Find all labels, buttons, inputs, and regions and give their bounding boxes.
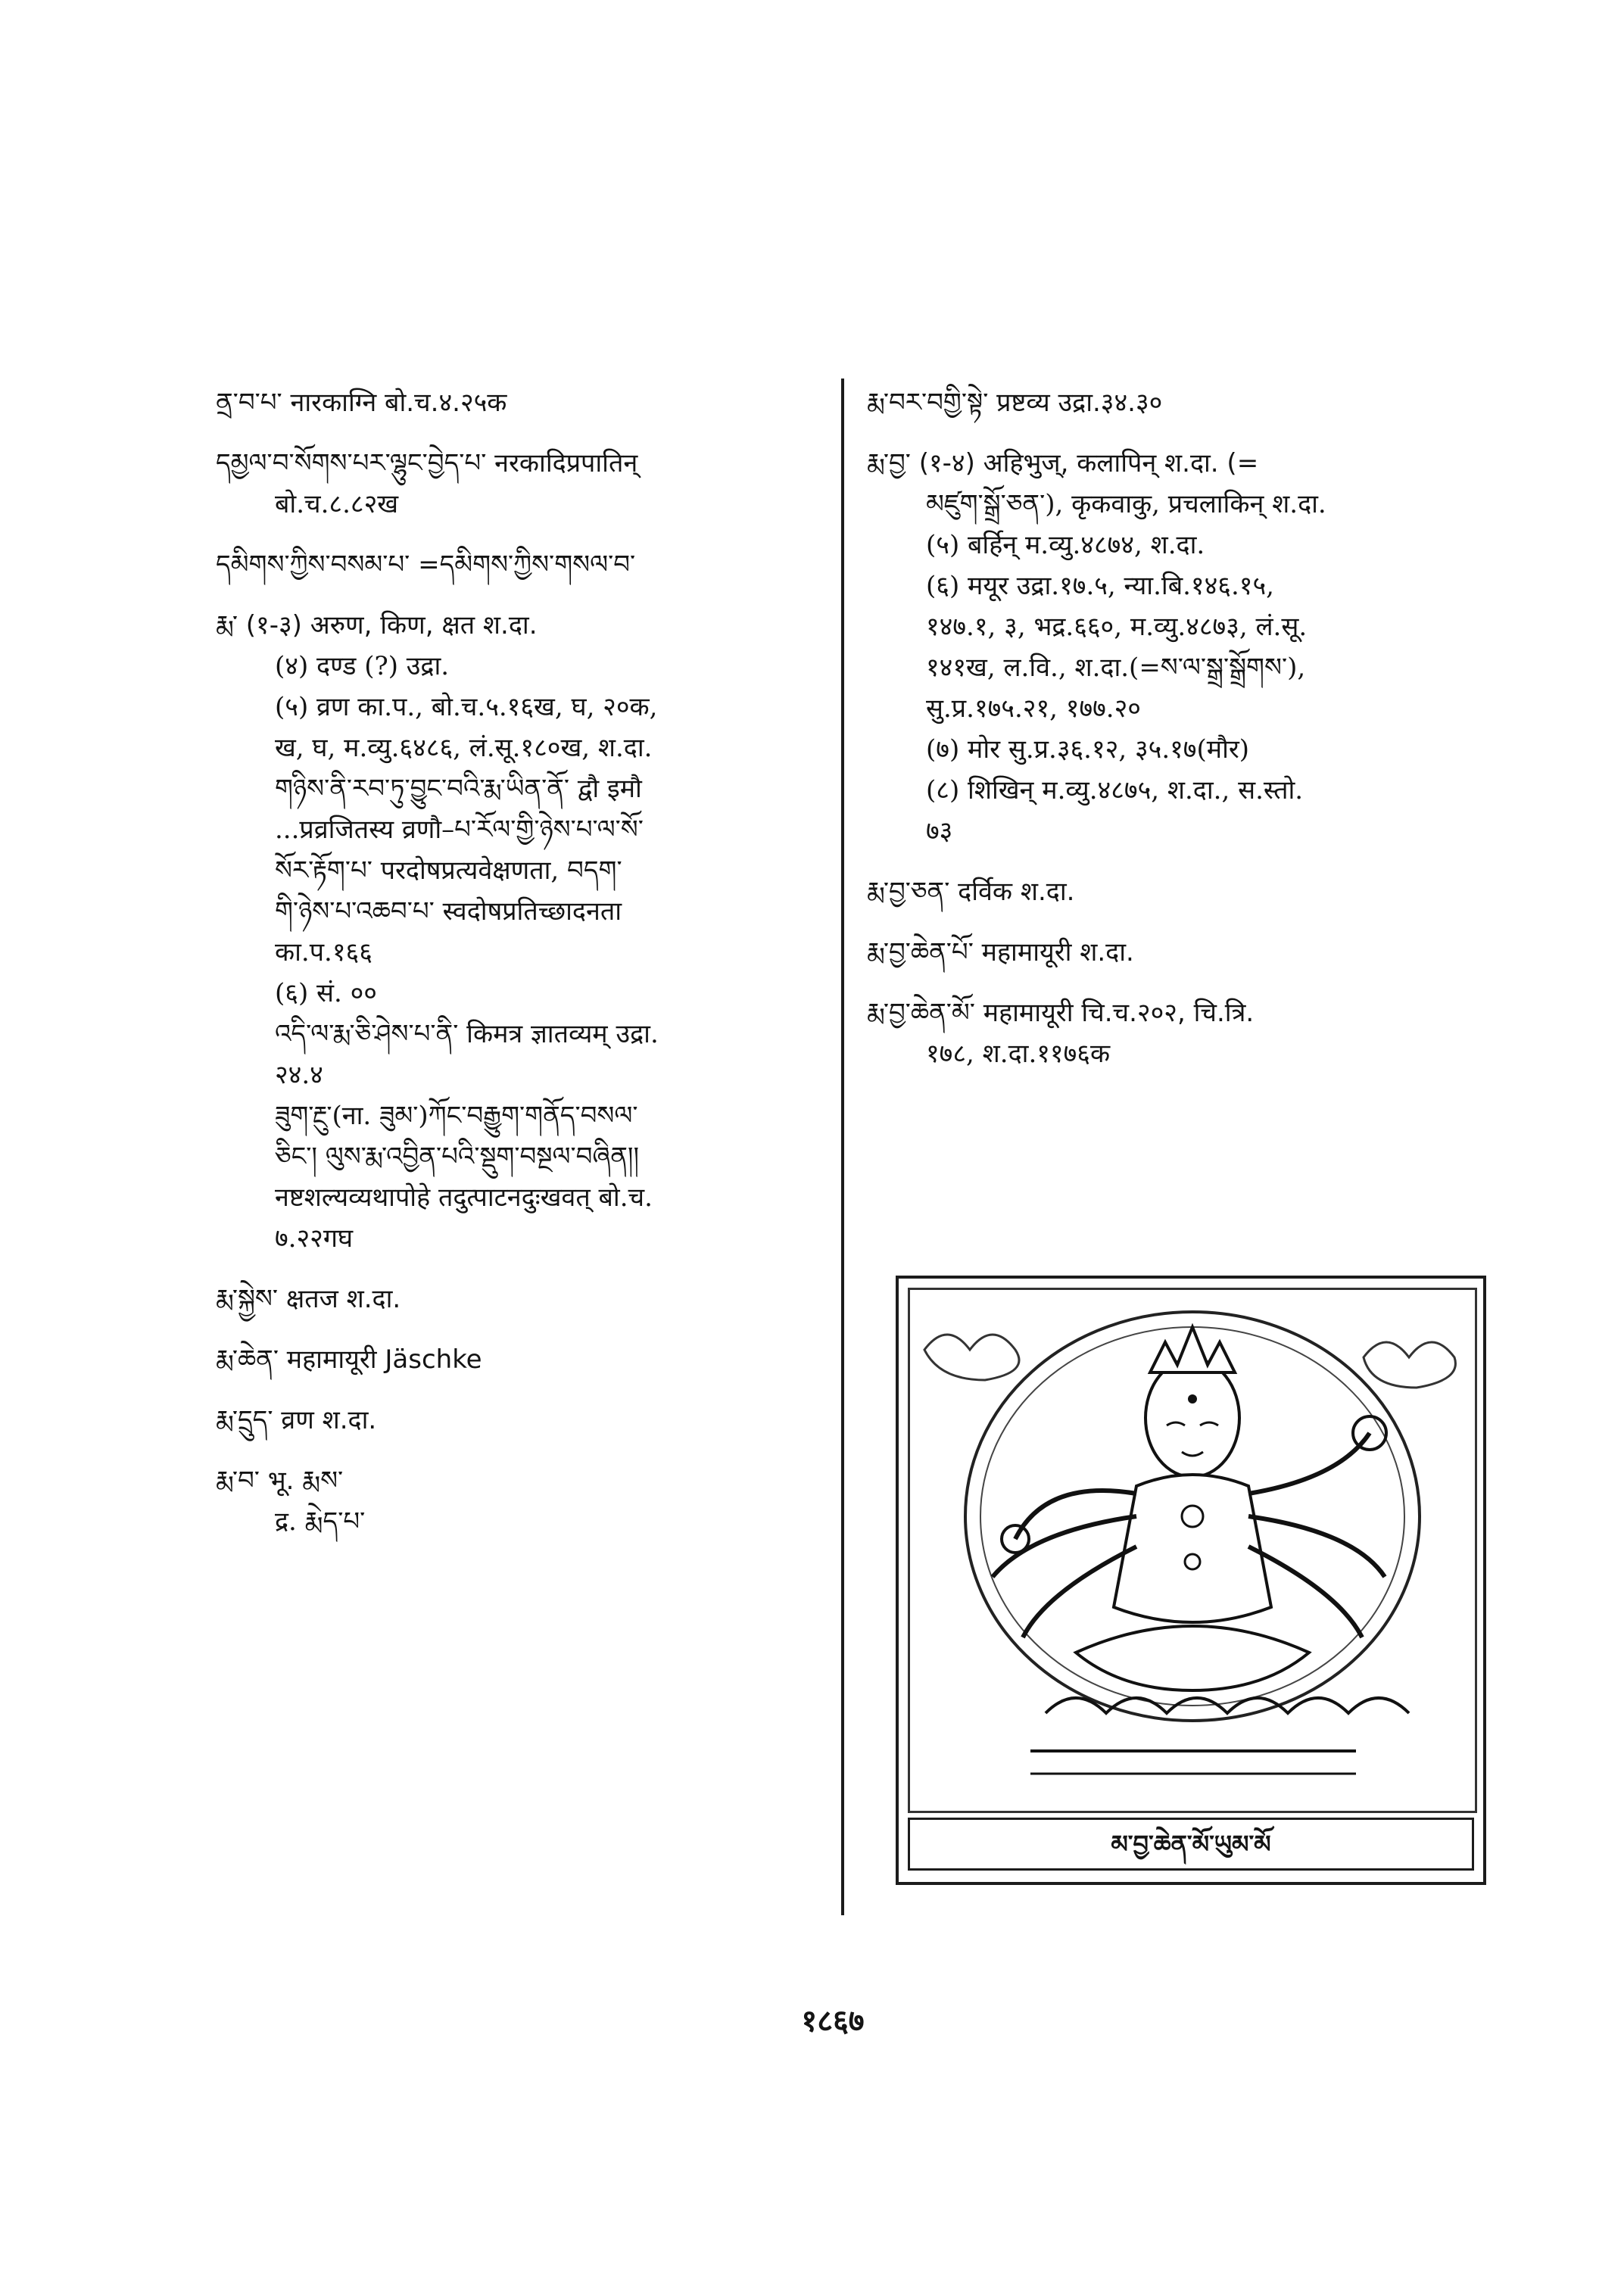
entry-continuation: ७३ (926, 816, 953, 846)
entry-headline: དམྱལ་བ་སོགས་པར་ལྷུང་བྱེད་པ་ नरकादिप्रपातिन् (216, 448, 638, 478)
entry-headline: རྨ་ཆེན་ महामायूरी Jäschke (216, 1344, 482, 1375)
dictionary-entry (867, 871, 1488, 912)
entry-headline: དམིགས་ཀྱིས་བསམ་པ་ =དམིགས་ཀྱིས་གསལ་བ་ (216, 550, 636, 580)
entry-headline: རྨ་བྱ་ཅན་ दर्विक श.दा. (867, 877, 1075, 907)
page-number: १८६७ (801, 2003, 865, 2039)
dictionary-entry (216, 443, 829, 525)
entry-headline: ནྲ་བ་པ་ नारकाग्नि बो.च.४.२५क (216, 388, 507, 418)
entry-continuation: १४७.१, ३, भद्र.६६०, म.व्यु.४८७३, लं.सू. (926, 612, 1308, 642)
entry-continuation: མཛུག་སྒྲོ་ཅན་), कृकवाकु, प्रचलाकिन् श.दा. (926, 489, 1326, 519)
dictionary-entry (216, 1339, 829, 1380)
deity-drawing (908, 1288, 1477, 1813)
entry-continuation: (६) सं. ०० (275, 978, 377, 1008)
entry-headline: རྨ་བྱ་ཆེན་པོ་ महामायूरी श.दा. (867, 937, 1134, 967)
entry-headline: རྨ་བྱ་ཆེན་མོ་ महामायूरी चि.च.२०२, चि.त्रि. (867, 998, 1255, 1028)
dictionary-entry (216, 1279, 829, 1319)
entry-headline: རྨ་དྲུད་ व्रण श.दा. (216, 1405, 377, 1435)
entry-continuation: (८) शिखिन् म.व्यु.४८७५, श.दा., स.स्तो. (926, 775, 1304, 805)
entry-continuation: १७८, श.दा.११७६क (926, 1039, 1111, 1069)
entry-continuation: सु.प्र.१७५.२१, १७७.२० (926, 693, 1141, 724)
dictionary-entry (216, 1460, 829, 1542)
entry-continuation: (४) दण्ड (?) उद्रा. (275, 651, 450, 681)
entry-continuation: ...प्रव्रजितस्य व्रणौ–པ་རོལ་གྱི་ཉེས་པ་ལ་སོ་ (275, 815, 644, 845)
entry-continuation: (५) व्रण का.प., बो.च.५.१६ख, घ, २०क, (275, 692, 658, 722)
entry-continuation: འདི་ལ་རྨ་ཅི་ཤེས་པ་ནི་ किमत्र ज्ञातव्यम् उद्रा. (275, 1019, 659, 1049)
entry-continuation: नष्टशल्यव्यथापोहे तदुत्पाटनदुःखवत् बो.च. (275, 1182, 653, 1213)
entry-headline: རྨ་བར་བགྱི་སྟེ་ प्रष्टव्य उद्रा.३४.३० (867, 388, 1163, 418)
entry-headline: རྨ་བ་ भू. རྨས་ (216, 1466, 344, 1496)
left-column (216, 382, 829, 1562)
entry-headline: རྨ་ (१-३) अरुण, किण, क्षत श.दा. (216, 610, 538, 640)
entry-continuation: ཟུག་རྔུ་(ना. ཟུམ་)ཀོང་བརྒྱུག་གནོད་བསལ་ (275, 1101, 638, 1131)
mahamayuri-illustration (896, 1276, 1486, 1885)
entry-continuation: སོར་རྟོག་པ་ परदोषप्रत्यवेक्षणता, བདག་ (275, 855, 622, 886)
dictionary-entry (867, 382, 1488, 423)
entry-continuation: ख, घ, म.व्यु.६४८६, लं.सू.१८०ख, श.दा. (275, 733, 653, 763)
dictionary-entry (867, 443, 1488, 852)
entry-continuation: २४.४ (275, 1060, 323, 1090)
dictionary-entry (216, 544, 829, 585)
dictionary-entry (216, 605, 829, 1259)
entry-continuation: ཅིང་། ལུས་རྨ་འབྱིན་པའི་སྡུག་བསྔལ་བཞིན།། (275, 1142, 640, 1172)
entry-continuation: (७) मोर सु.प्र.३६.१२, ३५.१७(मौर) (926, 734, 1250, 765)
right-column (867, 382, 1488, 1094)
entry-continuation: बो.च.८.८२ख (275, 489, 399, 519)
entry-headline: རྨ་བྱ་ (१-४) अहिभुज्, कलापिन् श.दा. (= (867, 448, 1259, 478)
dictionary-entry (867, 992, 1488, 1074)
entry-continuation: གཉིས་ནི་རབ་ཏུ་བྱུང་བའི་རྨ་ཡིན་ནོ་ द्वौ इमौ (275, 774, 642, 804)
dictionary-entry (867, 932, 1488, 973)
dictionary-entry (216, 1400, 829, 1441)
entry-continuation: ७.२२गघ (275, 1223, 354, 1254)
entry-continuation: का.प.१६६ (275, 937, 372, 967)
entry-continuation: १४१ख, ल.वि., श.दा.(=ས་ལ་སྒྲ་སྒྲོགས་), (926, 653, 1306, 683)
entry-continuation: द्र. རྨེད་པ་ (275, 1506, 366, 1537)
figure-caption: མ་བྱ་ཆེན་མོ་ཡུམ་མོ (908, 1818, 1474, 1871)
entry-continuation: (६) मयूर उद्रा.१७.५, न्या.बि.१४६.१५, (926, 571, 1274, 601)
entry-continuation: (५) बर्हिन् म.व्यु.४८७४, श.दा. (926, 530, 1205, 560)
entry-headline: རྨ་སྐྱེས་ क्षतज श.दा. (216, 1284, 401, 1314)
entry-continuation: གི་ཉེས་པ་འཆབ་པ་ स्वदोषप्रतिच्छादनता (275, 896, 622, 927)
dictionary-entry (216, 382, 829, 423)
column-divider (841, 379, 844, 1915)
